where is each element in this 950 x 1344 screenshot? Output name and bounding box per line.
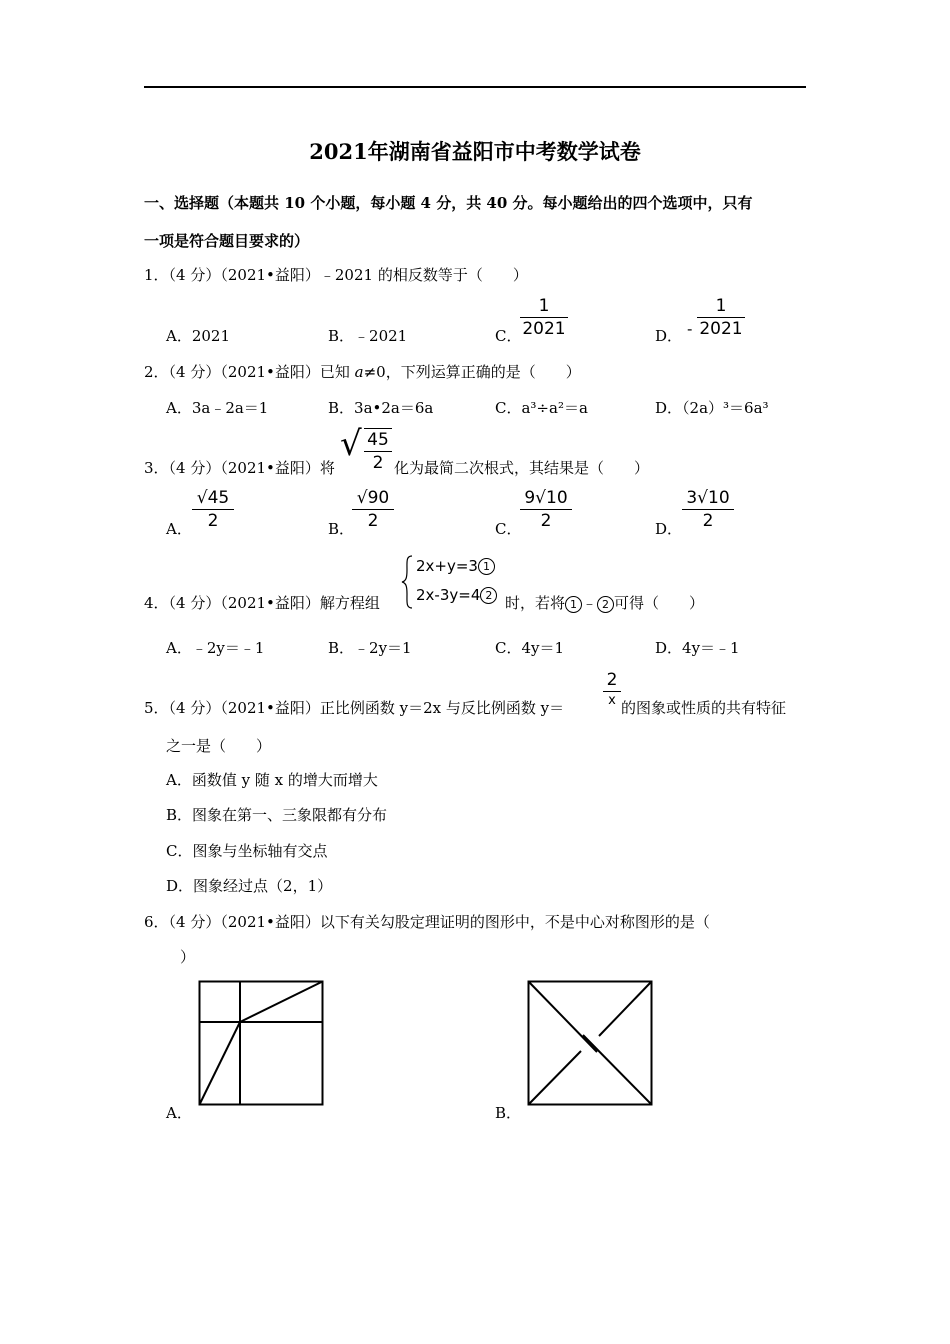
q4-stem-post: [505, 592, 704, 613]
q3-option-d-label: D．: [655, 520, 683, 538]
q3-stem-radical: √: [340, 424, 362, 464]
q3-stem-fraction: [364, 428, 392, 473]
q1-option-d-sign: -: [687, 320, 693, 338]
q2-option-a: A．3a﹣2a＝1: [166, 399, 269, 417]
q1-option-b: B．﹣2021: [328, 327, 408, 345]
q4-eq2-text: 2x-3y=4: [416, 586, 481, 604]
q3-option-a-label: A．: [166, 520, 192, 538]
denominator: 2: [702, 511, 714, 531]
q1-option-c-fraction: [520, 296, 568, 339]
denominator: 2021: [522, 319, 566, 339]
q5-stem-line2: 之一是（ ）: [166, 737, 272, 755]
denominator: 2: [367, 511, 379, 531]
circled-2-icon: 2: [597, 596, 614, 613]
denominator: 2: [372, 453, 384, 473]
page-title: 2021年湖南省益阳市中考数学试卷: [309, 139, 641, 164]
q2-option-c: C．a³÷a²＝a: [495, 399, 588, 417]
q4-stem-post1: 时，若将: [505, 594, 566, 612]
q3-stem-pre: 3．（4 分）（2021•益阳）将: [144, 459, 335, 477]
numerator: 3√10: [686, 488, 730, 508]
q3-option-c-label: C．: [495, 520, 522, 538]
q4-option-b: B．﹣2y＝1: [328, 639, 412, 657]
numerator: √45: [196, 488, 230, 508]
q3-stem-post: 化为最简二次根式，其结果是（ ）: [394, 459, 650, 477]
q1-option-a: A．2021: [166, 327, 231, 345]
q6-figure-a: [198, 980, 326, 1108]
q5-fraction: [603, 670, 621, 708]
system-brace-icon: [400, 554, 414, 610]
q4-stem-post2: 可得（ ）: [614, 594, 705, 612]
numerator: 1: [715, 296, 727, 316]
q4-option-d: D．4y＝﹣1: [655, 639, 740, 657]
q6-figure-b: [527, 980, 655, 1108]
denominator: 2021: [699, 319, 743, 339]
q4-option-c: C．4y＝1: [495, 639, 565, 657]
section-heading-line2: 一项是符合题目要求的）: [144, 232, 310, 250]
q6-option-b-label: B．: [495, 1104, 522, 1122]
q1-option-d-fraction: [697, 296, 745, 339]
denominator: 2: [540, 511, 552, 531]
q4-stem-pre: 4．（4 分）（2021•益阳）解方程组: [144, 594, 380, 612]
q6-option-a-label: A．: [166, 1104, 192, 1122]
q6-stem-line2: ）: [180, 948, 196, 966]
circled-1-icon: 1: [565, 596, 582, 613]
denominator: x: [608, 693, 616, 708]
q4-equation-2: [416, 586, 497, 604]
q3-option-b-label: B．: [328, 520, 355, 538]
q5-option-c: C．图象与坐标轴有交点: [166, 842, 328, 860]
q3-option-b-fraction: [352, 488, 394, 531]
q2-stem-var: a: [354, 363, 364, 381]
section-heading-line1: 一、选择题（本题共 10 个小题，每小题 4 分，共 40 分。每小题给出的四个选项中，只有: [144, 194, 753, 212]
q3-option-a-fraction: [192, 488, 234, 531]
header-rule: [144, 86, 806, 88]
q5-option-d: D．图象经过点（2，1）: [166, 877, 333, 895]
numerator: 1: [538, 296, 550, 316]
q4-equation-1: [416, 557, 495, 575]
q2-option-d: D．（2a）³＝6a³: [655, 399, 769, 417]
q5-option-b: B．图象在第一、三象限都有分布: [166, 806, 388, 824]
denominator: 2: [207, 511, 219, 531]
q1-option-d-label: D．: [655, 327, 683, 345]
q3-option-c-fraction: [520, 488, 572, 531]
numerator: 9√10: [524, 488, 568, 508]
numerator: 2: [606, 670, 618, 690]
q4-minus: ﹣: [582, 594, 598, 612]
q6-stem: 6．（4 分）（2021•益阳）以下有关勾股定理证明的图形中，不是中心对称图形的是（: [144, 913, 710, 931]
q1-option-c-label: C．: [495, 327, 522, 345]
q2-option-b: B．3a•2a＝6a: [328, 399, 434, 417]
q2-stem-pre: 2．（4 分）（2021•益阳）已知: [144, 363, 355, 381]
circled-2-icon: 2: [480, 587, 497, 604]
q2-stem-post: ≠0，下列运算正确的是（ ）: [363, 363, 581, 381]
numerator: 45: [367, 430, 389, 450]
q5-option-a: A．函数值 y 随 x 的增大而增大: [166, 771, 378, 789]
q4-eq1-text: 2x+y=3: [416, 557, 478, 575]
numerator: √90: [356, 488, 390, 508]
q3-option-d-fraction: [682, 488, 734, 531]
q1-stem: 1．（4 分）（2021•益阳）﹣2021 的相反数等于（ ）: [144, 266, 528, 284]
q5-stem-pre: 5．（4 分）（2021•益阳）正比例函数 y＝2x 与反比例函数 y＝: [144, 699, 565, 717]
circled-1-icon: 1: [478, 558, 495, 575]
q4-option-a: A．﹣2y＝﹣1: [166, 639, 265, 657]
q2-stem: [144, 361, 581, 382]
q5-stem-post: 的图象或性质的共有特征: [621, 699, 787, 717]
